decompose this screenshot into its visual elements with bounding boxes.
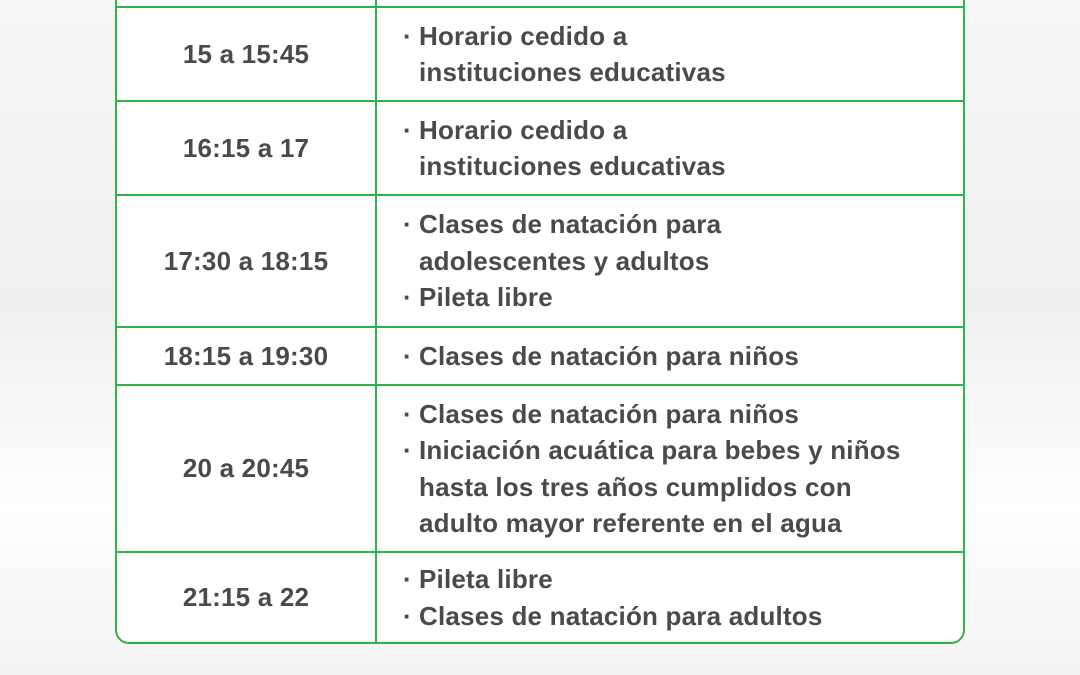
- bullet-icon: ·: [403, 114, 412, 145]
- activities-cell: [377, 328, 963, 384]
- activity-text: Horario cedido a instituciones educativas: [419, 20, 726, 87]
- activity-text: Clases de natación para adolescentes y adultos: [419, 209, 722, 276]
- activities-cell: [377, 386, 963, 551]
- bullet-icon: ·: [403, 398, 412, 429]
- activity-item: [403, 112, 963, 185]
- time-cell: 15 a 15:45: [117, 8, 377, 100]
- activity-item: [403, 561, 963, 598]
- table-row: [117, 328, 963, 386]
- activity-text: Clases de natación para niños: [419, 398, 800, 429]
- activities-cell: [377, 196, 963, 326]
- time-cell: 16:15 a 17: [117, 102, 377, 194]
- activity-item: [403, 338, 963, 375]
- bullet-icon: ·: [403, 340, 412, 371]
- activity-item: [403, 206, 963, 279]
- time-cell: [117, 0, 377, 6]
- bullet-icon: ·: [403, 564, 412, 594]
- table-row: [117, 8, 963, 102]
- activity-text: Pileta libre: [419, 282, 553, 313]
- table-row: [117, 196, 963, 328]
- time-cell: 20 a 20:45: [117, 386, 377, 551]
- activity-item: [403, 18, 963, 91]
- activity-item: [403, 432, 963, 542]
- bullet-icon: ·: [403, 600, 412, 631]
- activity-text: Pileta libre: [419, 564, 553, 594]
- activities-cell: [377, 553, 963, 642]
- table-row: [117, 386, 963, 553]
- time-cell: 17:30 a 18:15: [117, 196, 377, 326]
- activities-cell: [377, 0, 963, 6]
- time-cell: 21:15 a 22: [117, 553, 377, 642]
- time-cell: 18:15 a 19:30: [117, 328, 377, 384]
- bullet-icon: ·: [403, 209, 412, 240]
- activity-item: [403, 279, 963, 316]
- table-row: [117, 553, 963, 642]
- table-row: [117, 102, 963, 196]
- table-row: [117, 0, 963, 8]
- activity-text: Clases de natación para niños: [419, 340, 800, 371]
- activity-text: Horario cedido a instituciones educativas: [419, 114, 726, 181]
- activities-cell: [377, 8, 963, 100]
- bullet-icon: ·: [403, 20, 412, 51]
- activity-text: Clases de natación para adultos: [419, 600, 823, 631]
- schedule-table: [115, 0, 965, 644]
- activity-text: Iniciación acuática para bebes y niños hasta los tres años cumplidos con adulto mayor referente en el agua: [419, 435, 901, 538]
- bullet-icon: ·: [403, 282, 412, 313]
- bullet-icon: ·: [403, 435, 412, 465]
- activity-item: [403, 396, 963, 433]
- activity-item: [403, 598, 963, 635]
- activities-cell: [377, 102, 963, 194]
